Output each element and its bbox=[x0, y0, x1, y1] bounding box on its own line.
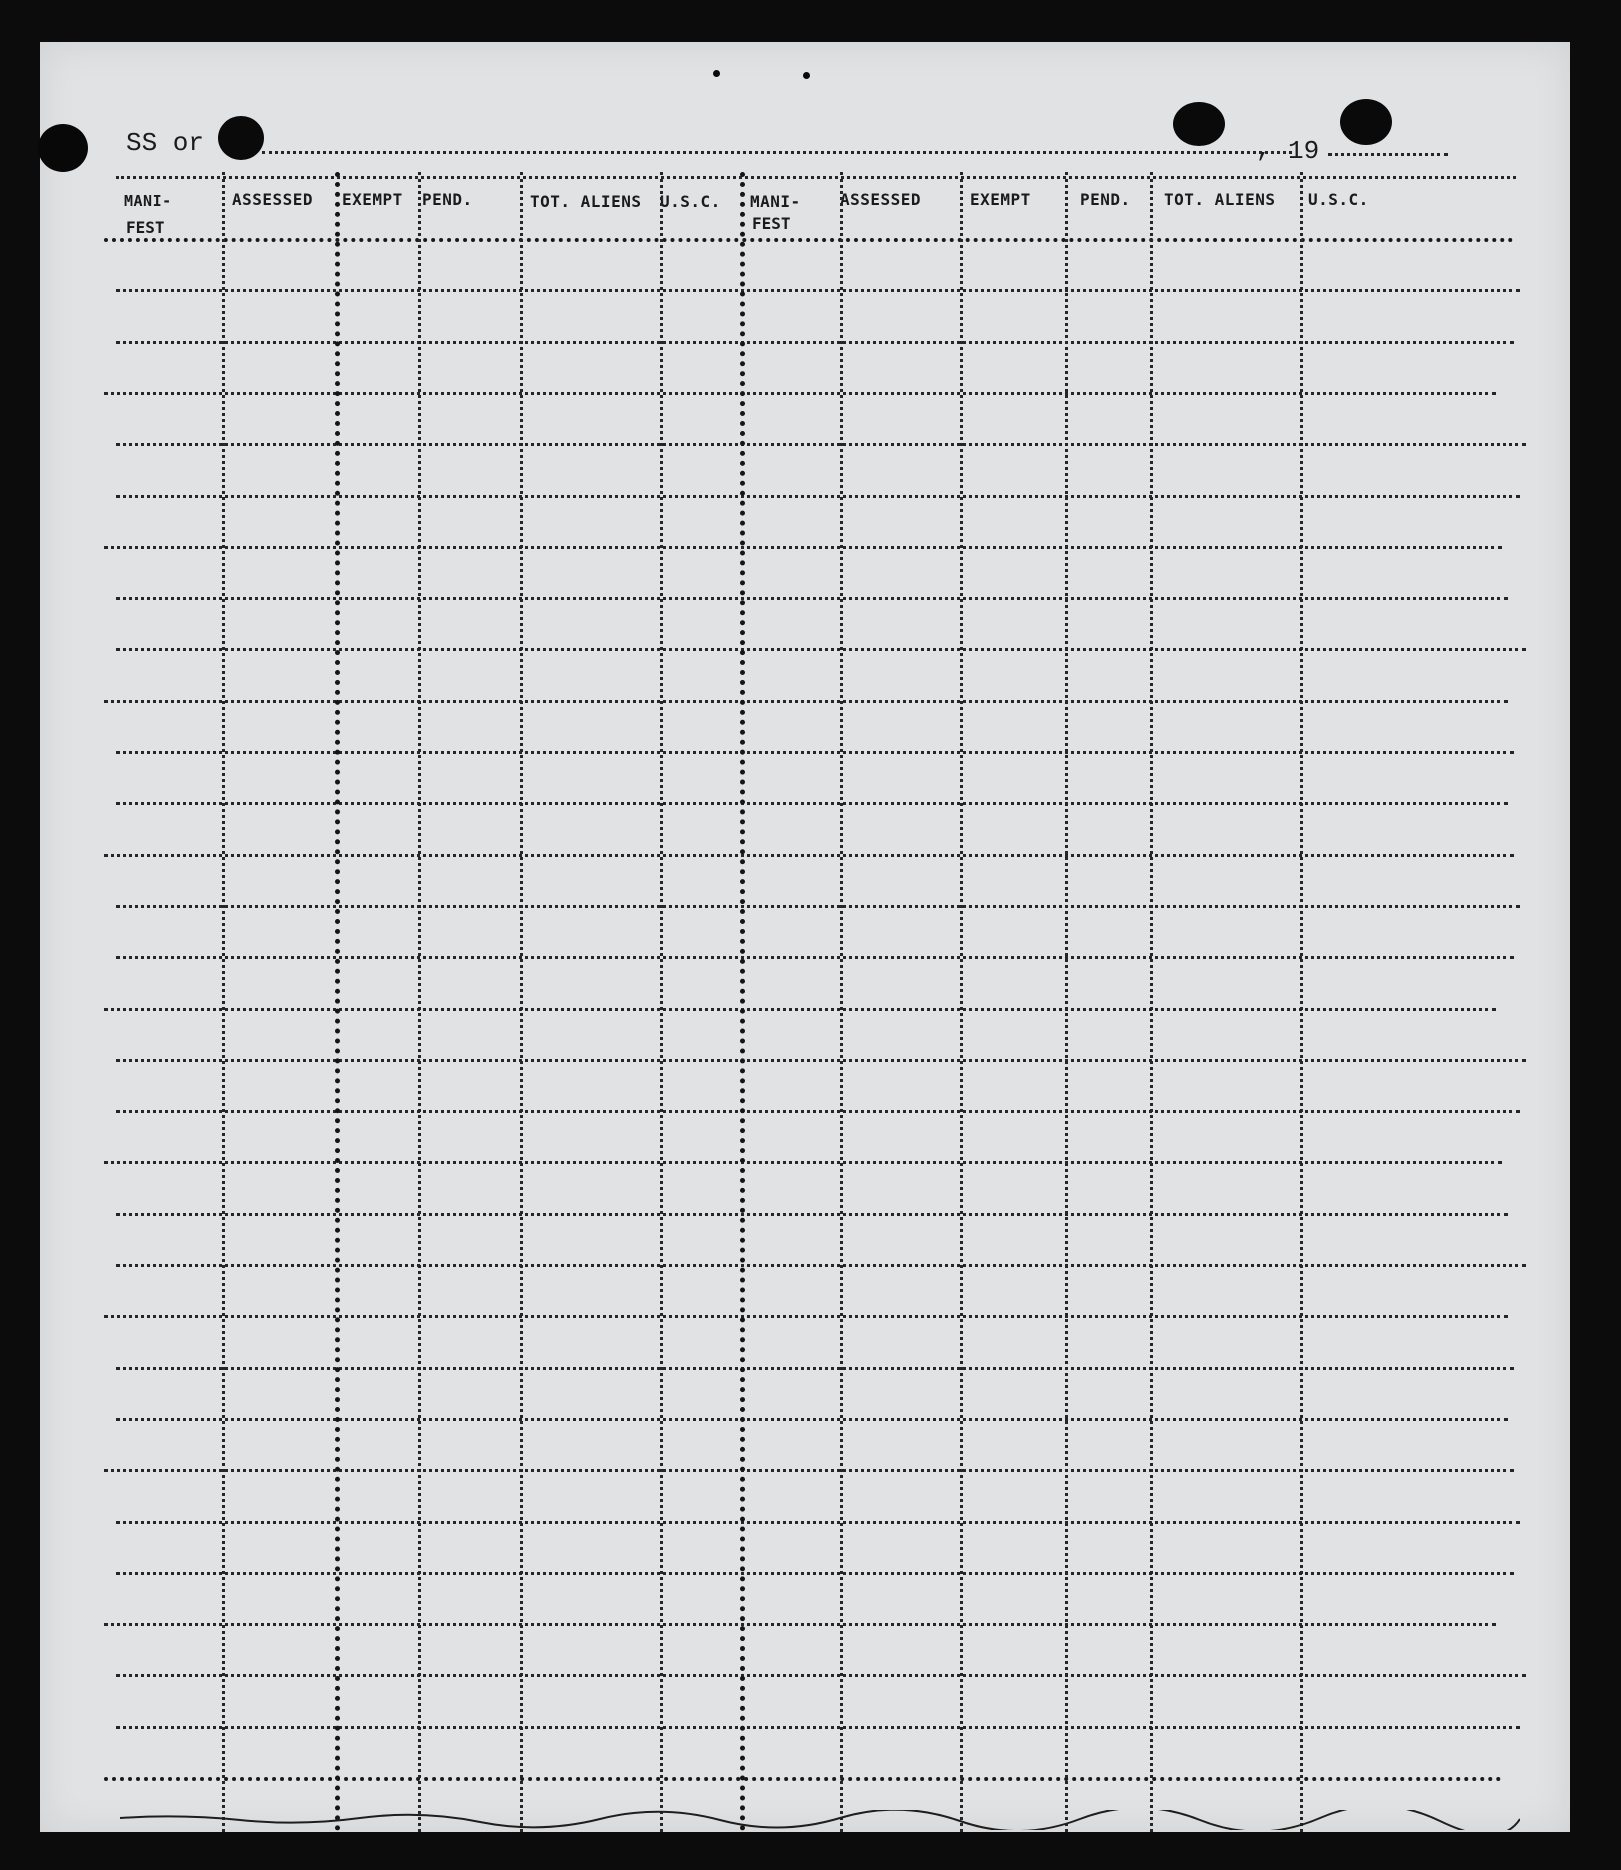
vessel-name-line bbox=[262, 151, 1292, 154]
table-row-line bbox=[116, 1521, 1520, 1524]
date-separator: , bbox=[1256, 134, 1272, 164]
punch-hole-left bbox=[38, 124, 88, 172]
table-column-line bbox=[660, 172, 663, 1832]
col-header-pend-left: PEND. bbox=[422, 190, 473, 209]
table-column-line bbox=[418, 172, 421, 1832]
table-row-line bbox=[116, 341, 1514, 344]
col-header-manifest-left-line2: FEST bbox=[126, 218, 165, 237]
col-header-manifest-left: MANI- bbox=[124, 192, 172, 210]
table-column-line bbox=[1065, 172, 1068, 1832]
table-row-line bbox=[116, 956, 1514, 959]
table-row-line bbox=[116, 495, 1520, 498]
table-column-line bbox=[1150, 172, 1153, 1832]
col-header-pend-right: PEND. bbox=[1080, 190, 1131, 209]
table-row-line bbox=[104, 1315, 1508, 1318]
table-row-line bbox=[104, 700, 1508, 703]
table-row-line bbox=[104, 1623, 1496, 1626]
table-row-line bbox=[116, 751, 1514, 754]
table-row-line bbox=[116, 1726, 1520, 1729]
table-column-line bbox=[335, 172, 340, 1832]
table-row-line bbox=[116, 905, 1520, 908]
table-row-line bbox=[104, 1777, 1502, 1781]
table-row-line bbox=[104, 1008, 1496, 1011]
ink-blot-vessel-name bbox=[218, 116, 264, 160]
table-row-line bbox=[116, 1674, 1526, 1677]
col-header-manifest-right: MANI- bbox=[750, 192, 801, 211]
table-row-line bbox=[116, 1264, 1526, 1267]
col-header-usc-left: U.S.C. bbox=[660, 192, 721, 211]
table-column-line bbox=[222, 172, 225, 1832]
table-row-line bbox=[104, 1161, 1502, 1164]
ink-blot-year bbox=[1340, 99, 1392, 145]
col-header-assessed-left: ASSESSED bbox=[232, 190, 314, 209]
table-row-line bbox=[116, 1367, 1514, 1370]
table-row-line bbox=[116, 1059, 1526, 1062]
table-row-line bbox=[116, 648, 1526, 651]
table-row-line bbox=[116, 1572, 1514, 1575]
torn-bottom-edge bbox=[120, 1810, 1520, 1830]
table-row-line bbox=[116, 1110, 1520, 1113]
table-row-line bbox=[104, 546, 1502, 549]
col-header-total-aliens-left: TOT. ALIENS bbox=[530, 192, 642, 211]
col-header-manifest-right-line2: FEST bbox=[752, 214, 791, 233]
table-column-line bbox=[740, 172, 745, 1832]
header-top-border bbox=[116, 176, 1516, 179]
col-header-usc-right: U.S.C. bbox=[1308, 190, 1369, 209]
col-header-assessed-right: ASSESSED bbox=[840, 190, 922, 209]
vessel-label: SS or bbox=[126, 128, 205, 158]
speck-1 bbox=[713, 70, 720, 77]
table-row-line bbox=[116, 443, 1526, 446]
manifest-form-sheet bbox=[40, 42, 1570, 1832]
table-column-line bbox=[840, 172, 843, 1832]
table-column-line bbox=[960, 172, 963, 1832]
ink-blot-date bbox=[1173, 102, 1225, 146]
speck-2 bbox=[803, 72, 810, 79]
table-row-line bbox=[116, 289, 1520, 292]
col-header-exempt-left: EXEMPT bbox=[342, 190, 403, 209]
table-row-line bbox=[104, 392, 1496, 395]
col-header-exempt-right: EXEMPT bbox=[970, 190, 1031, 209]
table-column-line bbox=[520, 172, 523, 1832]
table-column-line bbox=[1300, 172, 1303, 1832]
col-header-total-aliens-right: TOT. ALIENS bbox=[1164, 190, 1276, 209]
year-line bbox=[1328, 153, 1448, 156]
year-prefix: 19 bbox=[1288, 136, 1320, 166]
